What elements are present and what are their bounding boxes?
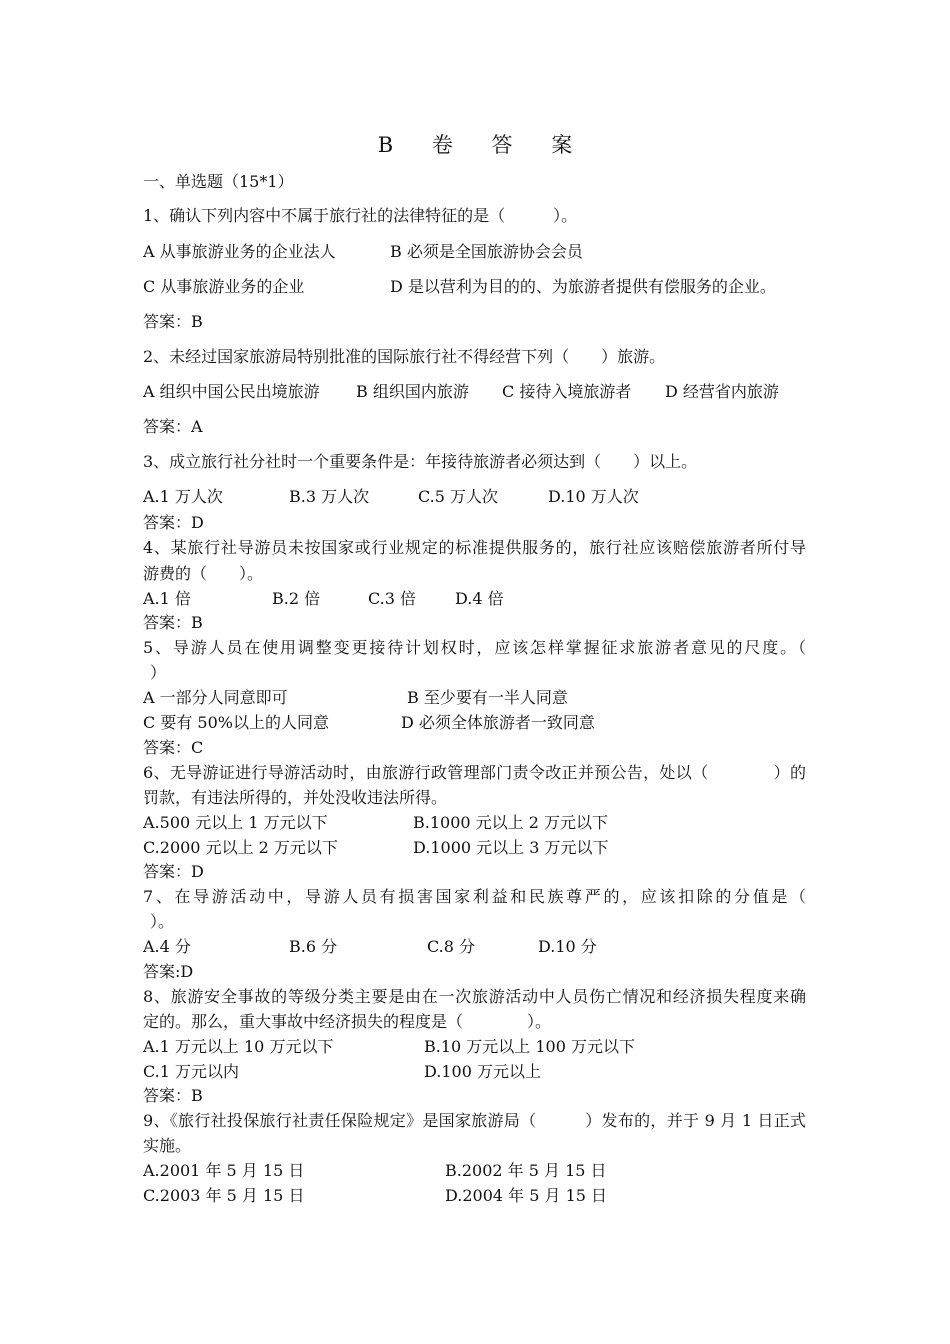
question-4-option-d: D.4 倍 xyxy=(455,589,504,608)
question-1-text: 1、确认下列内容中不属于旅行社的法律特征的是（ ）。 xyxy=(143,206,578,225)
question-5-option-a: A 一部分人同意即可 xyxy=(143,688,288,707)
question-4-option-a: A.1 倍 xyxy=(143,589,191,608)
question-7-option-c: C.8 分 xyxy=(427,937,476,956)
question-8-text-line-1: 8、旅游安全事故的等级分类主要是由在一次旅游活动中人员伤亡情况和经济损失程度来确 xyxy=(143,987,806,1006)
question-6-option-d: D.1000 元以上 3 万元以下 xyxy=(413,838,609,857)
question-3-option-b: B.3 万人次 xyxy=(289,487,370,506)
question-9-text-line-2: 实施。 xyxy=(143,1136,192,1155)
question-7-answer: 答案:D xyxy=(143,962,194,981)
question-5-answer: 答案：C xyxy=(143,738,204,757)
question-7-option-a: A.4 分 xyxy=(143,937,191,956)
question-4-option-b: B.2 倍 xyxy=(272,589,321,608)
question-3-text: 3、成立旅行社分社时一个重要条件是：年接待旅游者必须达到（ ）以上。 xyxy=(143,452,698,471)
question-1-option-a: A 从事旅游业务的企业法人 xyxy=(143,242,336,261)
question-3-answer: 答案：D xyxy=(143,513,204,532)
question-9-option-a: A.2001 年 5 月 15 日 xyxy=(143,1161,305,1180)
question-9-text-line-1: 9、《旅行社投保旅行社责任保险规定》是国家旅游局（ ）发布的，并于 9 月 1 日正式 xyxy=(143,1111,806,1130)
question-2-option-d: D 经营省内旅游 xyxy=(665,382,779,401)
question-3-option-d: D.10 万人次 xyxy=(548,487,639,506)
question-4-option-c: C.3 倍 xyxy=(368,589,417,608)
question-4-answer: 答案：B xyxy=(143,613,203,632)
question-2-option-c: C 接待入境旅游者 xyxy=(502,382,632,401)
question-7-option-d: D.10 分 xyxy=(538,937,597,956)
question-9-option-b: B.2002 年 5 月 15 日 xyxy=(445,1161,607,1180)
question-2-text: 2、未经过国家旅游局特别批准的国际旅行社不得经营下列（ ）旅游。 xyxy=(143,347,666,366)
question-1-option-c: C 从事旅游业务的企业 xyxy=(143,277,305,296)
question-7-option-b: B.6 分 xyxy=(289,937,338,956)
question-8-option-b: B.10 万元以上 100 万元以下 xyxy=(424,1037,636,1056)
question-9-option-c: C.2003 年 5 月 15 日 xyxy=(143,1186,305,1205)
question-6-text-line-2: 罚款，有违法所得的，并处没收违法所得。 xyxy=(143,788,448,807)
question-3-option-c: C.5 万人次 xyxy=(418,487,499,506)
question-6-answer: 答案：D xyxy=(143,862,204,881)
question-1-option-d: D 是以营利为目的的、为旅游者提供有偿服务的企业。 xyxy=(390,277,776,296)
question-4-text-line-2: 游费的（ ）。 xyxy=(143,564,264,583)
page-title: B 卷 答 案 xyxy=(377,133,589,157)
question-8-answer: 答案：B xyxy=(143,1086,203,1105)
question-7-text-line-1: 7、在导游活动中，导游人员有损害国家利益和民族尊严的，应该扣除的分值是（ xyxy=(143,887,806,906)
question-1-option-b: B 必须是全国旅游协会会员 xyxy=(390,242,583,261)
question-4-text-line-1: 4、某旅行社导游员未按国家或行业规定的标准提供服务的，旅行社应该赔偿旅游者所付导 xyxy=(143,538,806,557)
question-6-text-line-1: 6、无导游证进行导游活动时，由旅游行政管理部门责令改正并预公告，处以（ ）的 xyxy=(143,763,806,782)
question-5-option-c: C 要有 50%以上的人同意 xyxy=(143,713,329,732)
question-3-option-a: A.1 万人次 xyxy=(143,487,223,506)
question-2-option-b: B 组织国内旅游 xyxy=(356,382,469,401)
question-2-answer: 答案：A xyxy=(143,417,203,436)
question-8-option-a: A.1 万元以上 10 万元以下 xyxy=(143,1037,334,1056)
question-8-option-c: C.1 万元以内 xyxy=(143,1062,240,1081)
question-5-option-d: D 必须全体旅游者一致同意 xyxy=(401,713,595,732)
question-6-option-a: A.500 元以上 1 万元以下 xyxy=(143,813,328,832)
question-8-option-d: D.100 万元以上 xyxy=(424,1062,541,1081)
question-1-answer: 答案：B xyxy=(143,312,203,331)
question-5-text-line-1: 5、导游人员在使用调整变更接待计划权时，应该怎样掌握征求旅游者意见的尺度。（ xyxy=(143,638,806,657)
question-6-option-c: C.2000 元以上 2 万元以下 xyxy=(143,838,338,857)
section-heading: 一、单选题（15*1） xyxy=(143,172,294,191)
question-7-text-line-2: ）。 xyxy=(150,912,175,931)
question-2-option-a: A 组织中国公民出境旅游 xyxy=(143,382,320,401)
question-6-option-b: B.1000 元以上 2 万元以下 xyxy=(413,813,609,832)
question-5-text-line-2: ） xyxy=(150,663,167,682)
question-8-text-line-2: 定的。那么，重大事故中经济损失的程度是（ ）。 xyxy=(143,1012,552,1031)
question-9-option-d: D.2004 年 5 月 15 日 xyxy=(445,1186,608,1205)
question-5-option-b: B 至少要有一半人同意 xyxy=(407,688,568,707)
